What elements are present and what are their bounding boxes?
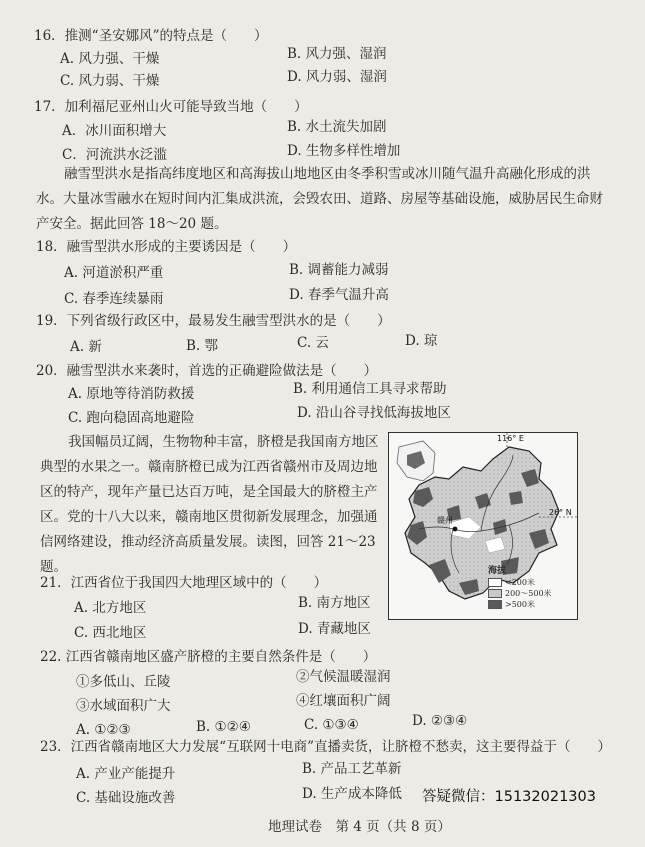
q16-option-c: C. 风力弱、干燥 bbox=[60, 73, 160, 89]
question-19-stem: 19．下列省级行政区中，最易发生融雪型洪水的是（ ） bbox=[36, 313, 391, 329]
question-22-stem: 22. 江西省赣南地区盛产脐橙的主要自然条件是（ ） bbox=[40, 649, 377, 665]
q22-condition-2: ②气候温暖湿润 bbox=[296, 669, 391, 685]
map-legend bbox=[488, 566, 574, 610]
q23-option-c: C. 基础设施改善 bbox=[76, 790, 176, 806]
question-18-stem: 18．融雪型洪水形成的主要诱因是（ ） bbox=[36, 239, 297, 255]
legend-swatch-low bbox=[488, 578, 502, 587]
q22-option-c: C. ①③④ bbox=[304, 717, 359, 733]
q17-option-a: A．冰川面积增大 bbox=[62, 123, 167, 139]
q22-condition-4: ④红壤面积广阔 bbox=[296, 693, 391, 709]
q21-option-c: C. 西北地区 bbox=[74, 625, 147, 641]
q20-option-b: B. 利用通信工具寻求帮助 bbox=[293, 381, 447, 397]
legend-label-mid: 200～500米 bbox=[505, 589, 552, 598]
q22-option-b: B. ①②④ bbox=[196, 719, 251, 735]
legend-label-high: >500米 bbox=[505, 600, 535, 609]
q18-option-a: A. 河道淤积严重 bbox=[64, 265, 164, 281]
legend-row-mid bbox=[488, 588, 574, 599]
q16-option-d: D. 风力弱、湿润 bbox=[287, 69, 387, 85]
legend-label-low: <200米 bbox=[505, 578, 535, 587]
city-label: 赣州 bbox=[437, 516, 453, 525]
ganzhou-city-marker bbox=[453, 527, 458, 532]
q18-option-c: C. 春季连续暴雨 bbox=[64, 291, 164, 307]
q21-option-d: D. 青藏地区 bbox=[298, 621, 371, 637]
q19-option-c: C. 云 bbox=[297, 335, 329, 351]
question-17-stem: 17．加利福尼亚州山火可能导致当地（ ） bbox=[34, 99, 308, 115]
passage-snowmelt-flood: 融雪型洪水是指高纬度地区和高海拔山地地区由冬季积雪或冰川随气温升高融化形成的洪水。大量冰雪融水在短时间内汇集成洪流，会毁农田、道路、房屋等基础设施，威胁居民生命财产安全。据此回答 18～20 题。 bbox=[36, 166, 603, 232]
q21-option-b: B. 南方地区 bbox=[298, 595, 371, 611]
q23-option-a: A. 产业产能提升 bbox=[76, 766, 176, 782]
q22-option-d: D. ②③④ bbox=[412, 713, 468, 729]
q21-option-a: A. 北方地区 bbox=[74, 600, 147, 616]
q16-option-a: A. 风力强、干燥 bbox=[60, 51, 160, 67]
q17-option-b: B. 水土流失加剧 bbox=[287, 119, 387, 135]
question-16-stem: 16．推测“圣安娜风”的特点是（ ） bbox=[34, 28, 268, 44]
question-20-stem: 20．融雪型洪水来袭时，首选的正确避险做法是（ ） bbox=[36, 363, 378, 379]
q22-option-a: A. ①②③ bbox=[76, 722, 131, 738]
q16-option-b: B. 风力强、湿润 bbox=[287, 46, 387, 62]
question-21-stem: 21．江西省位于我国四大地理区域中的（ ） bbox=[40, 575, 328, 591]
q18-option-b: B. 调蓄能力减弱 bbox=[289, 262, 389, 278]
legend-title: 海拔 bbox=[488, 566, 507, 576]
question-23-stem: 23．江西省赣南地区大力发展“互联网十电商”直播卖货，让脐橙不愁卖，这主要得益于（ ） bbox=[40, 739, 611, 755]
q17-option-c: C．河流洪水泛滥 bbox=[62, 147, 167, 163]
legend-swatch-high bbox=[488, 600, 502, 609]
q23-option-d: D. 生产成本降低 bbox=[302, 786, 402, 802]
q19-option-b: B. 鄂 bbox=[186, 338, 219, 354]
legend-row-high bbox=[488, 599, 574, 610]
legend-swatch-mid bbox=[488, 589, 502, 598]
q19-option-a: A. 新 bbox=[70, 339, 102, 355]
q17-option-d: D. 生物多样性增加 bbox=[287, 143, 401, 159]
lon-label: 116° E bbox=[497, 434, 524, 443]
q18-option-d: D. 春季气温升高 bbox=[289, 287, 389, 303]
q23-option-b: B. 产品工艺革新 bbox=[302, 761, 402, 777]
passage-gannan-navel-orange: 我国幅员辽阔，生物物种丰富，脐橙是我国南方地区典型的水果之一。赣南脐橙已成为江西省赣州市及周边地区的特产，现年产量已达百万吨，是全国最大的脐橙主产区。党的十八大以来，赣南地区贯彻新发展理念，加强通信网络建设，推动经济高质量发展。读图，回答 21～23 题。 bbox=[40, 434, 379, 575]
q20-option-d: D. 沿山谷寻找低海拔地区 bbox=[297, 405, 451, 421]
contact-wechat: 答疑微信：15132021303 bbox=[422, 789, 596, 805]
q19-option-d: D. 琼 bbox=[405, 333, 438, 349]
lat-label: 26° N bbox=[549, 508, 572, 517]
q22-condition-3: ③水域面积广大 bbox=[76, 698, 171, 714]
page-footer: 地理试卷 第 4 页（共 8 页） bbox=[268, 819, 451, 835]
q22-condition-1: ①多低山、丘陵 bbox=[76, 674, 171, 690]
q20-option-a: A. 原地等待消防救援 bbox=[68, 386, 195, 402]
legend-row-low bbox=[488, 577, 574, 588]
q20-option-c: C. 跑向稳固高地避险 bbox=[68, 410, 195, 426]
